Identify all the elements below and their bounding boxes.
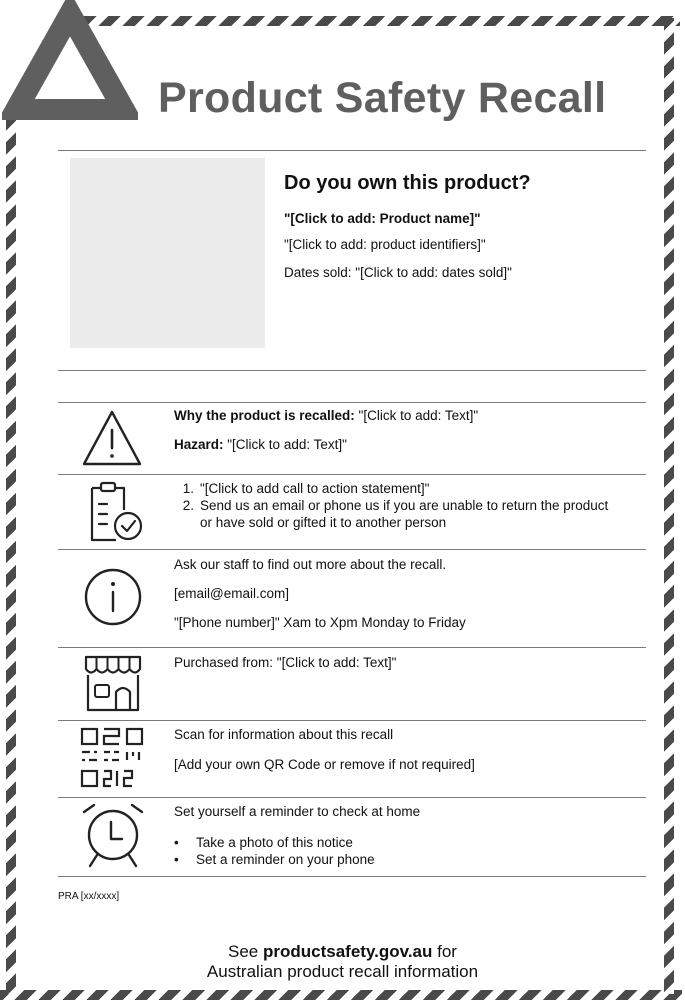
reminder-line: Set yourself a reminder to check at home [174,804,421,819]
product-identifiers[interactable]: "[Click to add: product identifiers]" [284,237,486,252]
divider [58,370,646,371]
dates-sold[interactable]: Dates sold: "[Click to add: dates sold]" [284,265,512,280]
hazard-text[interactable]: "[Click to add: Text]" [223,437,347,452]
why-recalled-text[interactable]: "[Click to add: Text]" [354,408,479,423]
alert-icon [80,408,144,468]
warning-triangle-icon [2,0,138,120]
qr-code-icon [80,727,146,789]
reminder-bullet-1: • Take a photo of this notice [174,835,353,850]
contact-email[interactable]: [email@email.com] [174,586,289,601]
contact-phone[interactable]: "[Phone number]" Xam to Xpm Monday to Friday [174,615,466,630]
border-left [6,118,16,994]
clipboard-check-icon [80,480,146,544]
action-item-1[interactable] [174,480,429,497]
hazard [174,436,347,453]
border-top [60,16,680,26]
action-item-2 [174,497,608,514]
footer-prefix: See [228,942,263,961]
border-bottom [0,990,682,1000]
action-item-2-cont: or have sold or gifted it to another person [200,515,447,530]
footer-line-1 [0,942,685,962]
reference-code: PRA [xx/xxxx] [58,891,120,902]
reminder-bullet-1-text: Take a photo of this notice [196,835,353,850]
page-title: Product Safety Recall [158,74,607,122]
divider [58,647,646,648]
product-heading: Do you own this product? [284,172,531,194]
divider [58,876,646,877]
footer-link[interactable]: productsafety.gov.au [263,942,433,961]
reminder-bullet-2-text: Set a reminder on your phone [196,852,375,867]
alarm-clock-icon [78,800,148,870]
reminder-bullet-2: • Set a reminder on your phone [174,852,375,867]
divider [58,549,646,550]
divider [58,797,646,798]
product-image-placeholder[interactable] [70,158,265,348]
action-item-2-number: 2. [182,498,194,513]
action-item-1-number: 1. [182,481,194,496]
hazard-label: Hazard: [174,437,224,452]
purchased-from[interactable]: Purchased from: "[Click to add: Text]" [174,655,397,670]
qr-note: [Add your own QR Code or remove if not required] [174,757,475,772]
footer-line-2: Australian product recall information [206,962,479,981]
footer-suffix: for [432,942,457,961]
border-right [664,18,674,994]
divider [58,150,646,151]
why-recalled-label: Why the product is recalled: [174,408,355,423]
action-item-1-text[interactable]: "[Click to add call to action statement]" [200,481,430,496]
product-name[interactable]: "[Click to add: Product name]" [284,211,481,226]
qr-info-line: Scan for information about this recall [174,727,394,742]
store-icon [80,652,146,714]
info-line: Ask our staff to find out more about the recall. [174,557,447,572]
divider [58,402,646,403]
why-recalled [174,407,478,424]
divider [58,474,646,475]
action-item-2-text: Send us an email or phone us if you are unable to return the product [200,498,609,513]
divider [58,720,646,721]
info-icon [82,566,144,628]
